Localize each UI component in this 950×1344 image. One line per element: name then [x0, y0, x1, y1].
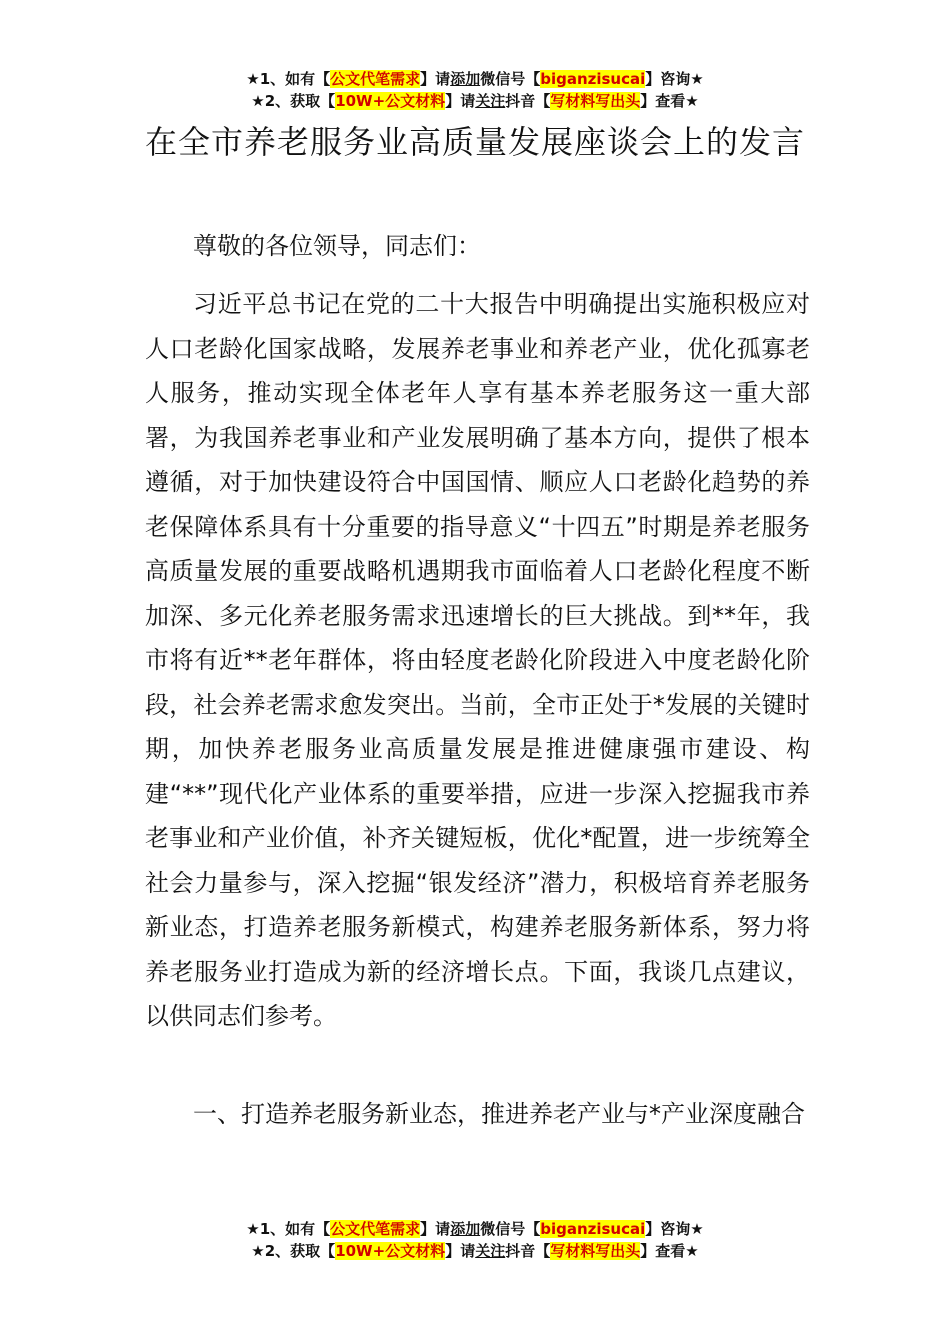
document-title: 在全市养老服务业高质量发展座谈会上的发言	[144, 123, 805, 161]
banner-highlight: 公文代笔需求	[330, 70, 421, 88]
banner-line-2	[0, 90, 950, 112]
banner-highlight: biganzisucai	[540, 70, 646, 88]
banner-text: 】咨询★	[645, 1220, 704, 1238]
banner-highlight: 10W+公文材料	[335, 92, 446, 110]
banner-highlight: 写材料写出头	[550, 92, 641, 110]
banner-underlined: 关注	[475, 92, 506, 110]
banner-highlight: 公文代笔需求	[330, 1220, 421, 1238]
banner-text: 抖音【	[505, 1242, 551, 1260]
banner-text: 微信号【	[480, 70, 541, 88]
banner-line-1	[0, 68, 950, 90]
banner-text: ★1、如有【	[246, 70, 331, 88]
banner-text: 】请	[445, 1242, 476, 1260]
banner-line-2	[0, 1240, 950, 1262]
banner-text: 】请	[420, 1220, 451, 1238]
banner-text: ★1、如有【	[246, 1220, 331, 1238]
footer-banner	[0, 1218, 950, 1262]
banner-text: 】查看★	[640, 1242, 699, 1260]
banner-underlined: 添加	[450, 1220, 481, 1238]
banner-highlight: 10W+公文材料	[335, 1242, 446, 1260]
banner-text: 抖音【	[505, 92, 551, 110]
banner-line-1	[0, 1218, 950, 1240]
body-paragraph	[145, 282, 810, 1039]
greeting	[145, 224, 810, 269]
banner-highlight: biganzisucai	[540, 1220, 646, 1238]
banner-text: 】请	[445, 92, 476, 110]
banner-text: ★2、获取【	[251, 92, 336, 110]
banner-underlined: 添加	[450, 70, 481, 88]
banner-underlined: 关注	[475, 1242, 506, 1260]
banner-text: 】咨询★	[645, 70, 704, 88]
banner-highlight: 写材料写出头	[550, 1242, 641, 1260]
banner-text: 】请	[420, 70, 451, 88]
heading-1: 一、打造养老服务新业态，推进养老产业与*产业深度融合	[193, 1100, 805, 1128]
section-heading	[145, 1092, 810, 1137]
banner-text: 微信号【	[480, 1220, 541, 1238]
header-banner	[0, 68, 950, 112]
greeting-text: 尊敬的各位领导，同志们：	[193, 232, 481, 260]
banner-text: 】查看★	[640, 92, 699, 110]
banner-text: ★2、获取【	[251, 1242, 336, 1260]
paragraph-1: 习近平总书记在党的二十大报告中明确提出实施积极应对人口老龄化国家战略，发展养老事业和养老产业，优化孤寡老人服务，推动实现全体老年人享有基本养老服务这一重大部署，为我国养老事业和产业发展明确了基本方向，提供了根本遵循，对于加快建设符合中国国情、顺应人口老龄化趋势的养老保障体系具有十分重要的指导意义“十四五”时期是养老服务高质量发展的重要战略机遇期我市面临着人口老龄化程度不断加深、多元化养老服务需求迅速增长的巨大挑战。到**年，我市将有近**老年群体，将由轻度老龄化阶段进入中度老龄化阶段，社会养老需求愈发突出。当前，全市正处于*发展的关键时期，加快养老服务业高质量发展是推进健康强市建设、构建“**”现代化产业体系的重要举措，应进一步深入挖掘我市养老事业和产业价值，补齐关键短板，优化*配置，进一步统筹全社会力量参与，深入挖掘“银发经济”潜力，积极培育养老服务新业态，打造养老服务新模式，构建养老服务新体系，努力将养老服务业打造成为新的经济增长点。下面，我谈几点建议，以供同志们参考。	[145, 290, 810, 1030]
